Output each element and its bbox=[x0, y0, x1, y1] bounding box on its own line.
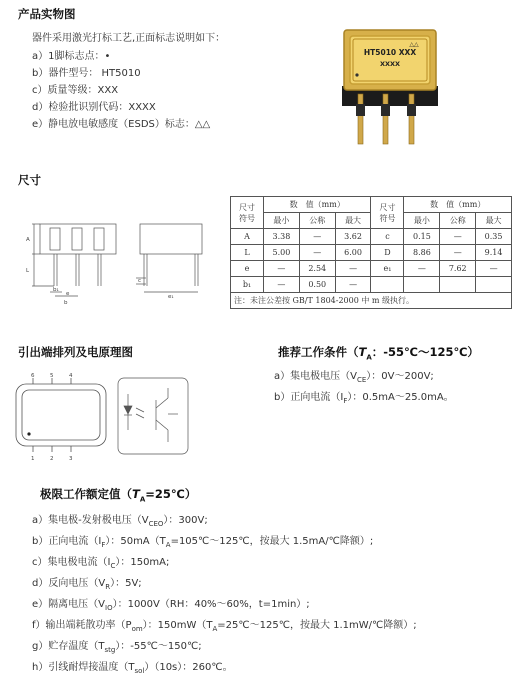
table-note: 注：未注公差按 GB/T 1804-2000 中 m 级执行。 bbox=[231, 293, 512, 309]
table-sub-max: 最大 bbox=[335, 213, 371, 229]
package-front-view-drawing bbox=[20, 218, 125, 306]
table-header-symbol-2: 尺寸 符号 bbox=[371, 197, 404, 229]
limits-section-title: 极限工作额定值$(T_A=25℃)$ bbox=[40, 487, 197, 504]
product-item-e: e）静电放电敏感度（ESDS）标志：△△ bbox=[32, 119, 211, 130]
limit-item-b: b）正向电流$(I_F)$：$50mA(T_A=105℃\sim 125℃$，按最大 1.5mA/℃降额）; bbox=[32, 536, 374, 549]
product-item-c: c）质量等级：XXX bbox=[32, 85, 119, 96]
pin-label-6: 6 bbox=[31, 373, 35, 379]
table-sub-min-2: 最小 bbox=[404, 213, 440, 229]
table-header-value: 数 值（mm） bbox=[264, 197, 371, 213]
limit-item-c: c）集电极电流$(I_C)$：150mA; bbox=[32, 557, 170, 570]
dim-label-L: L bbox=[26, 268, 30, 274]
table-sub-min: 最小 bbox=[264, 213, 300, 229]
table-row: L 5.00 — 6.00 D 8.86 — 9.14 bbox=[231, 245, 512, 261]
pinout-section-title: 引出端排列及电原理图 bbox=[18, 345, 133, 359]
chip-marking-line1: HT5010 XXX bbox=[363, 48, 417, 57]
table-sub-max-2: 最大 bbox=[476, 213, 512, 229]
limit-item-g: g）贮存温度$(T_{stg})$：-55℃～150℃; bbox=[32, 641, 202, 654]
limit-item-h: h）引线耐焊接温度$(T_{sol})(10s)$：260℃。 bbox=[32, 662, 233, 675]
recommended-list bbox=[274, 368, 454, 410]
dim-label-b1: b₁ bbox=[53, 287, 59, 293]
pin1-marker-dot bbox=[355, 73, 358, 76]
pin-label-2: 2 bbox=[50, 456, 54, 462]
pin-label-3: 3 bbox=[69, 456, 73, 462]
limit-item-f: f）输出端耗散功率$(P_{om})$：$150mW(T_A=25℃\sim 125℃$，按最大 1.1mW/℃降额）; bbox=[32, 620, 417, 633]
table-row: b₁ — 0.50 — bbox=[231, 277, 512, 293]
package-side-view-drawing bbox=[132, 218, 212, 306]
product-items-list bbox=[32, 48, 210, 133]
pin-label-1: 1 bbox=[31, 456, 35, 462]
table-header-symbol: 尺寸 符号 bbox=[231, 197, 264, 229]
chip-marking-esds: △△ bbox=[409, 41, 419, 48]
product-item-d: d）检验批识别代码：XXXX bbox=[32, 102, 156, 113]
recommended-item-a: a）集电极电压$(V_{CE})$：0V～200V; bbox=[274, 371, 434, 384]
dimension-table bbox=[230, 196, 512, 309]
dim-label-A: A bbox=[26, 237, 30, 243]
product-item-a: a）1脚标志点：• bbox=[32, 51, 111, 62]
product-section-title: 产品实物图 bbox=[18, 7, 76, 21]
schematic-drawing bbox=[114, 374, 192, 460]
product-intro: 器件采用激光打标工艺,正面标志说明如下： bbox=[32, 33, 226, 44]
limit-item-d: d）反向电压$(V_R)$：5V; bbox=[32, 578, 142, 591]
chip-photo bbox=[340, 28, 440, 146]
product-item-b: b）器件型号： HT5010 bbox=[32, 68, 141, 79]
limit-item-e: e）隔离电压$(V_{IO})$：1000V（RH：40%～60%，t=1min）; bbox=[32, 599, 310, 612]
dim-label-e1: e₁ bbox=[168, 294, 174, 300]
pin-label-4: 4 bbox=[69, 373, 73, 379]
dim-label-e: e bbox=[66, 291, 70, 297]
pin-label-5: 5 bbox=[50, 373, 54, 379]
limits-list bbox=[32, 512, 417, 680]
table-row: A 3.38 — 3.62 c 0.15 — 0.35 bbox=[231, 229, 512, 245]
pin1-dot-icon bbox=[27, 432, 30, 435]
dim-label-c: c bbox=[138, 278, 142, 284]
table-header-value-2: 数 值（mm） bbox=[404, 197, 512, 213]
chip-marking-line2: XXXX bbox=[379, 60, 401, 68]
pin-layout-drawing bbox=[12, 372, 112, 464]
dimensions-section-title: 尺寸 bbox=[18, 173, 41, 187]
limit-item-a: a）集电极-发射极电压$(V_{CEO})$：300V; bbox=[32, 515, 208, 528]
table-row: e — 2.54 — e₁ — 7.62 — bbox=[231, 261, 512, 277]
table-sub-nom-2: 公称 bbox=[440, 213, 476, 229]
table-sub-nom: 公称 bbox=[299, 213, 335, 229]
recommended-section-title: 推荐工作条件（$T_A$：-55℃～125℃） bbox=[278, 345, 479, 362]
dim-label-b: b bbox=[64, 300, 68, 306]
recommended-item-b: b）正向电流$(I_F)$：0.5mA～25.0mA。 bbox=[274, 392, 454, 405]
